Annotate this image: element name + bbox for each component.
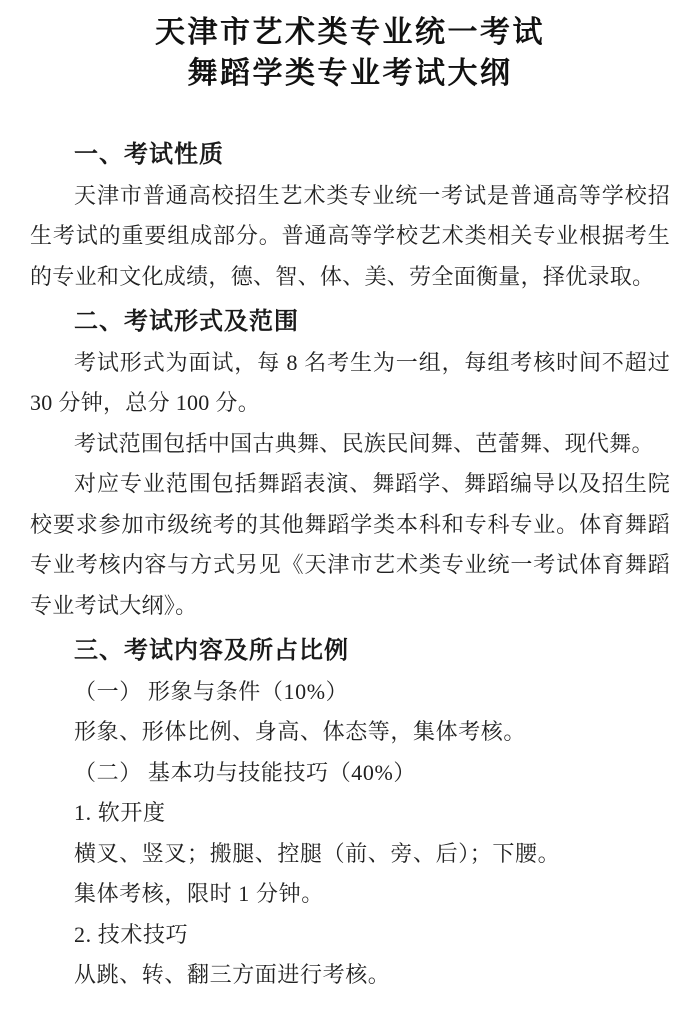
section-3-item-1-heading: （一） 形象与条件（10%） <box>74 678 349 704</box>
section-2-paragraph-1: 考试形式为面试，每 8 名考生为一组，每组考核时间不超过 30 分钟，总分 100 分。 <box>30 349 670 415</box>
section-3-item-2-sub-1-line-1: 横叉、竖叉；搬腿、控腿（前、旁、后）；下腰。 <box>74 840 561 866</box>
section-3-item-2-sub-1-heading: 1. 软开度 <box>74 800 166 825</box>
section-3-item-2-sub-1-line-2: 集体考核，限时 1 分钟。 <box>74 881 324 906</box>
section-1-heading: 一、考试性质 <box>74 141 224 168</box>
document-title-line-2: 舞蹈学类专业考试大纲 <box>187 57 513 90</box>
section-1-paragraph: 天津市普通高校招生艺术类专业统一考试是普通高等学校招生考试的重要组成部分。普通高等学校艺术类相关专业根据考生的专业和文化成绩，德、智、体、美、劳全面衡量，择优录取。 <box>30 182 670 289</box>
section-3-item-2-sub-2-heading: 2. 技术技巧 <box>74 921 189 947</box>
document-title-line-1: 天津市艺术类专业统一考试 <box>155 16 545 49</box>
document-title <box>30 12 670 94</box>
section-2-heading: 二、考试形式及范围 <box>74 308 299 335</box>
section-3-heading: 三、考试内容及所占比例 <box>74 637 349 664</box>
section-3-item-1-body: 形象、形体比例、身高、体态等，集体考核。 <box>74 719 527 744</box>
section-3-item-2-sub-2-line-1: 从跳、转、翻三方面进行考核。 <box>74 962 391 987</box>
section-2-paragraph-2: 考试范围包括中国古典舞、民族民间舞、芭蕾舞、现代舞。 <box>74 430 654 456</box>
section-2-paragraph-3: 对应专业范围包括舞蹈表演、舞蹈学、舞蹈编导以及招生院校要求参加市级统考的其他舞蹈学类本科和专科专业。体育舞蹈专业考核内容与方式另见《天津市艺术类专业统一考试体育舞蹈专业考试大纲》。 <box>30 471 670 618</box>
section-3-item-2-heading: （二） 基本功与技能技巧（40%） <box>74 759 417 785</box>
